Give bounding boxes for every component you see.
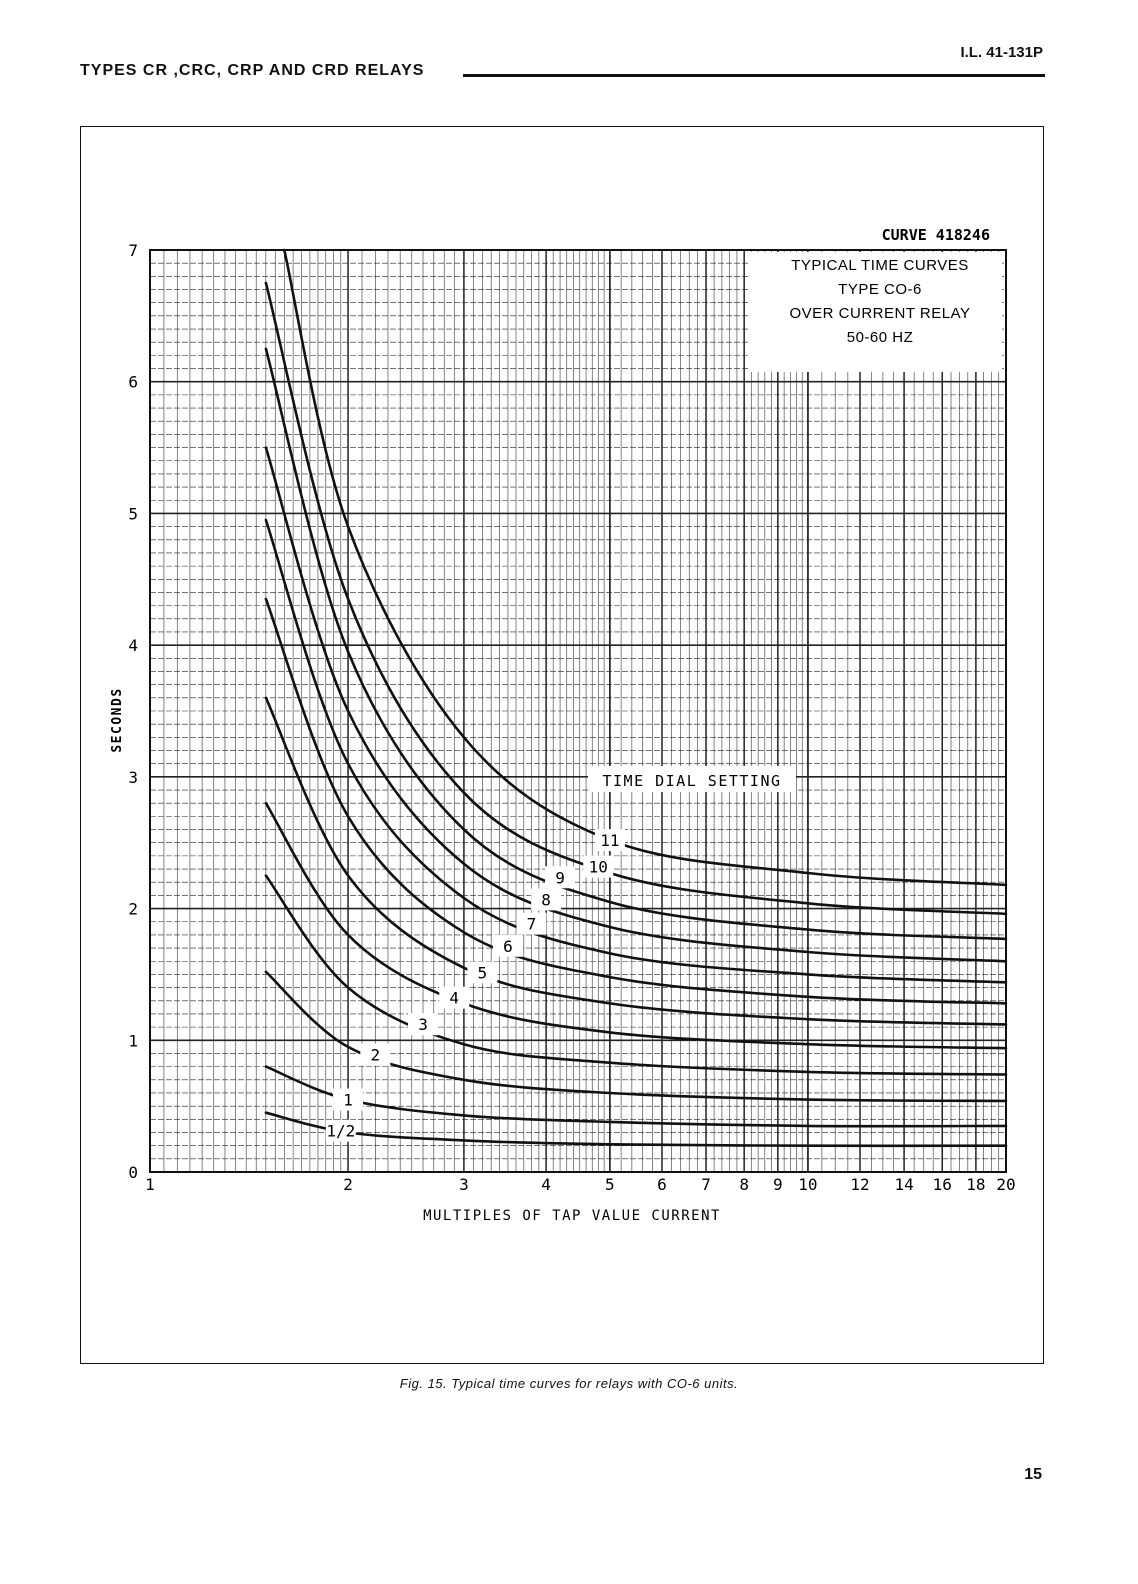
document-series-title: TYPES CR ,CRC, CRP AND CRD RELAYS — [80, 62, 425, 79]
curve-label-5: 5 — [477, 963, 488, 983]
time-dial-setting-label: TIME DIAL SETTING — [602, 772, 782, 790]
x-tick-label: 6 — [657, 1175, 667, 1194]
x-tick-label: 8 — [739, 1175, 749, 1194]
y-tick-label: 3 — [128, 767, 138, 787]
curve-id: CURVE 418246 — [881, 226, 990, 244]
time-curve-2 — [266, 972, 1006, 1101]
curve-label-10: 10 — [588, 857, 608, 877]
x-tick-label: 7 — [701, 1175, 711, 1194]
curve-label-4: 4 — [449, 988, 460, 1008]
curve-label-1-2: 1/2 — [326, 1121, 356, 1141]
x-tick-label: 5 — [605, 1175, 615, 1194]
time-curve-9 — [266, 349, 1006, 939]
chart-title-line-2: TYPE CO-6 — [838, 281, 922, 298]
y-tick-labels — [128, 241, 138, 1182]
time-curve-1 — [266, 1067, 1006, 1127]
y-tick-label: 1 — [128, 1031, 138, 1051]
document-number: I.L. 41-131P — [960, 44, 1043, 61]
x-tick-label: 4 — [541, 1175, 551, 1194]
time-curve-8 — [266, 448, 1006, 962]
x-tick-label: 20 — [996, 1175, 1016, 1194]
y-axis-label: SECONDS — [110, 687, 125, 753]
time-curve-5 — [266, 698, 1006, 1025]
x-tick-label: 2 — [343, 1175, 353, 1194]
minor-grid — [150, 250, 1006, 1172]
y-tick-label: 7 — [128, 241, 138, 260]
y-tick-label: 2 — [128, 899, 138, 919]
curve-label-6: 6 — [503, 936, 513, 956]
page-number: 15 — [1024, 1466, 1042, 1483]
time-curve-7 — [266, 520, 1006, 982]
x-tick-label: 1 — [145, 1175, 155, 1194]
chart-title-line-4: 50-60 HZ — [846, 329, 914, 346]
y-tick-label: 0 — [128, 1163, 138, 1182]
x-tick-label: 3 — [459, 1175, 469, 1194]
curve-label-9: 9 — [555, 868, 565, 888]
curve-label-8: 8 — [541, 890, 551, 910]
x-tick-label: 12 — [850, 1175, 870, 1194]
figure-caption: Fig. 15. Typical time curves for relays with CO-6 units. — [399, 1376, 739, 1391]
x-tick-label: 10 — [798, 1175, 818, 1194]
y-tick-label: 6 — [128, 372, 138, 392]
time-curve-4 — [266, 803, 1006, 1048]
x-tick-label: 9 — [773, 1175, 783, 1194]
x-axis-label: MULTIPLES OF TAP VALUE CURRENT — [423, 1208, 721, 1224]
curve-label-1: 1 — [343, 1090, 353, 1110]
curve-label-7: 7 — [526, 914, 537, 934]
curve-label-2: 2 — [370, 1045, 381, 1065]
curve-label-11: 11 — [600, 831, 620, 851]
x-tick-labels — [145, 1175, 1015, 1194]
curve-label-3: 3 — [418, 1015, 428, 1035]
y-tick-label: 4 — [128, 636, 138, 656]
chart-title-line-1: TYPICAL TIME CURVES — [791, 257, 969, 274]
time-curve-6 — [266, 599, 1006, 1003]
y-tick-label: 5 — [128, 504, 138, 524]
chart-title-line-3: OVER CURRENT RELAY — [789, 305, 971, 322]
x-tick-label: 18 — [966, 1175, 986, 1194]
x-tick-label: 16 — [932, 1175, 952, 1194]
x-tick-label: 14 — [894, 1175, 914, 1194]
time-curve-1-2 — [266, 1113, 1006, 1146]
